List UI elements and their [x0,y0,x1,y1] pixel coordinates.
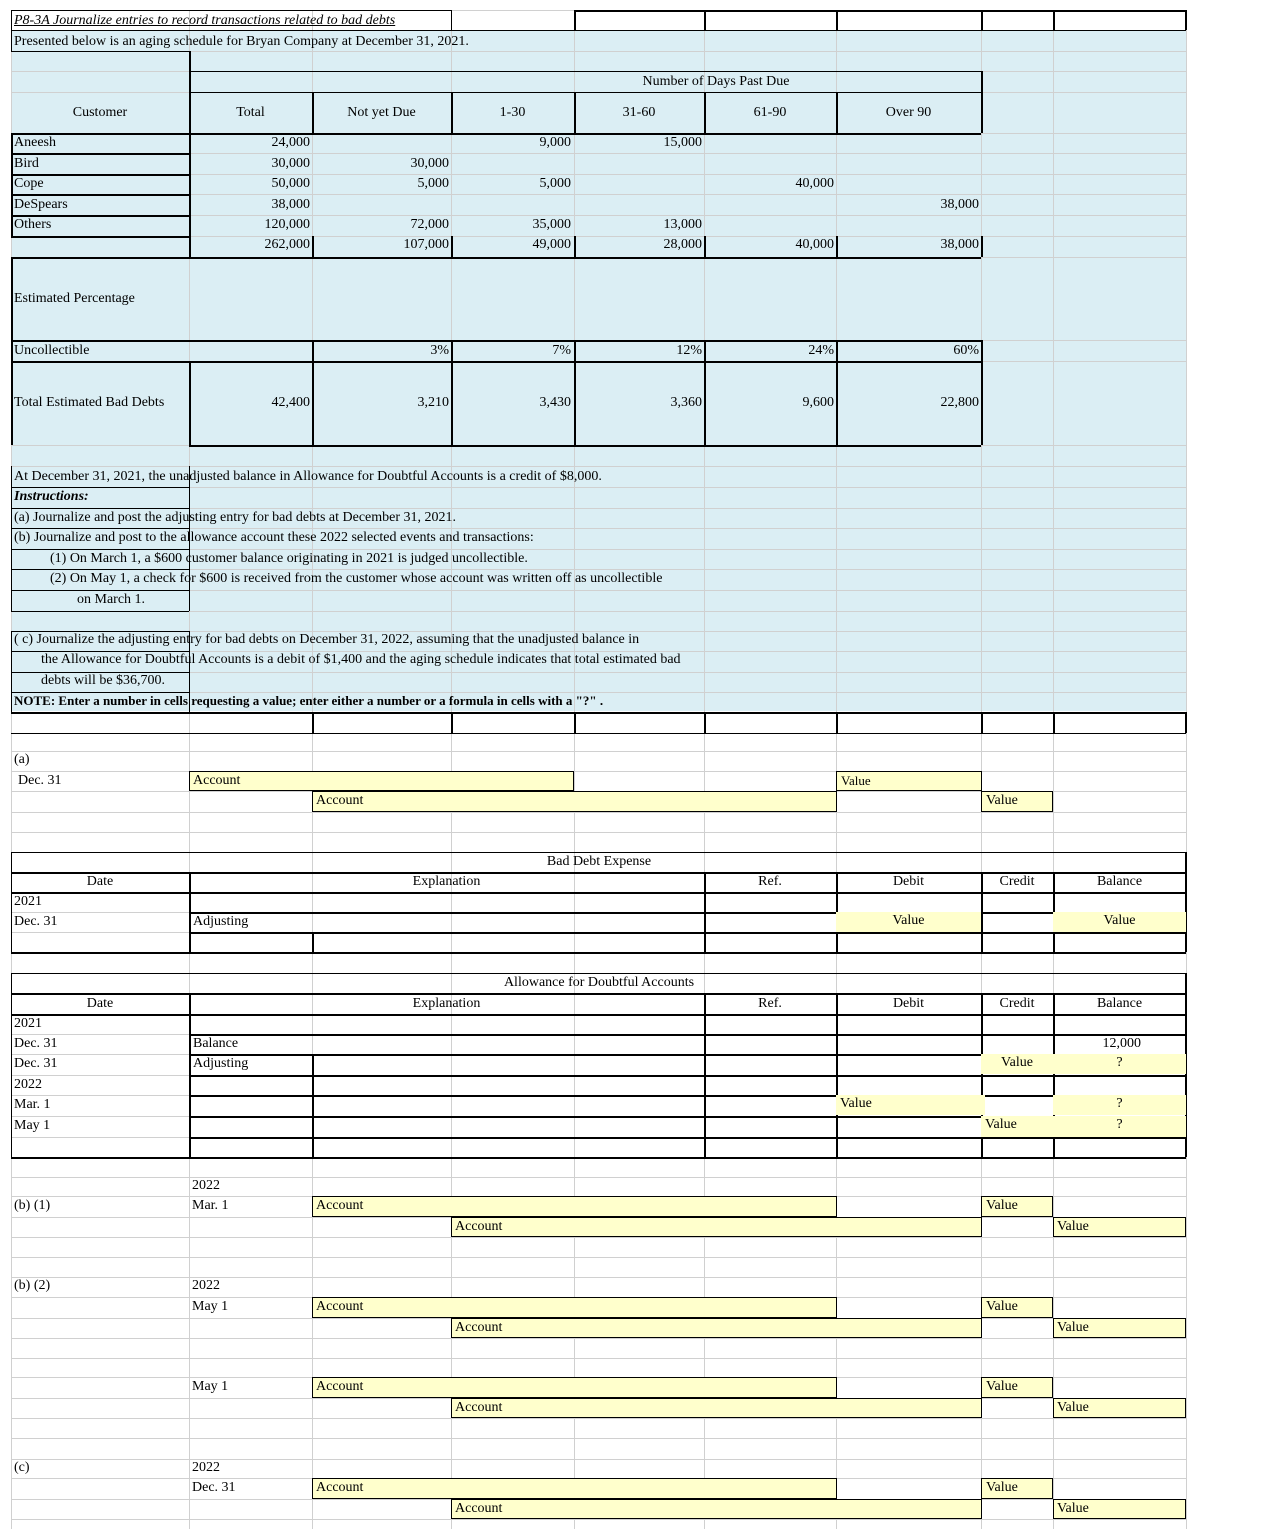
debit-value-input[interactable]: Value [836,771,982,791]
debit-account-input[interactable]: Account [312,1196,837,1217]
entry-label: (b) (1) [14,1198,51,1213]
grid-line [11,51,189,52]
grid-line [11,1014,1186,1016]
problem-title: P8-3A Journalize entries to record transactions related to bad debts [14,13,396,28]
ledger-date: Mar. 1 [14,1097,51,1112]
bad-debts-61-90: 9,600 [802,395,834,410]
credit-value-input[interactable]: Value [981,1054,1053,1074]
entry-year: 2022 [192,1178,220,1193]
debit-value-input[interactable]: Value [981,1196,1053,1217]
cell-total: 50,000 [271,176,310,191]
cell-over-90: 38,000 [940,197,979,212]
ledger-date: Dec. 31 [14,1056,58,1071]
total-over-90: 38,000 [940,237,979,252]
entry-date: May 1 [192,1299,229,1314]
total-not-yet-due: 107,000 [403,237,449,252]
ledger-explanation: Adjusting [193,1056,249,1071]
instruction-c: ( c) Journalize the adjusting entry for bad debts on December 31, 2022, assuming that the unadjusted balance in [14,632,640,647]
ledger-balance: 12,000 [1102,1036,1141,1051]
bad-debts-1-30: 3,430 [539,395,571,410]
grid-line [574,10,1186,12]
balance-value-input[interactable]: Value [1053,912,1186,932]
debit-account-input[interactable]: Account [312,1478,837,1499]
ledger-explanation: Adjusting [193,914,249,929]
grid-line [11,852,12,952]
grid-line [11,1519,1186,1520]
grid-line [704,10,706,30]
entry-year: 2022 [192,1278,220,1293]
cell-not-yet-due: 5,000 [417,176,449,191]
total-total: 262,000 [264,237,310,252]
cell-total: 30,000 [271,156,310,171]
instruction-b: (b) Journalize and post to the allowance account these 2022 selected events and transactions: [14,530,534,545]
ledger-date: May 1 [14,1118,51,1133]
bad-debts-over-90: 22,800 [940,395,979,410]
grid-line [312,712,314,733]
cell-31-60: 13,000 [663,217,702,232]
estimated-percentage-label: Estimated Percentage [14,291,135,306]
grid-line [981,361,983,445]
grid-line [189,1034,1186,1036]
credit-value-input[interactable]: Value [981,1116,1057,1137]
grid-line [11,466,1186,467]
debit-value-input[interactable]: Value [981,1478,1053,1499]
entry-date: Dec. 31 [192,1480,236,1495]
entry-date: Dec. 31 [18,773,62,788]
grid-line [11,1237,1186,1238]
header-explanation: Explanation [412,996,481,1011]
header-credit: Credit [999,996,1035,1011]
grid-line [11,771,1186,772]
bad-debts-31-60: 3,360 [670,395,702,410]
grid-line [981,712,983,733]
grid-line [189,912,1186,914]
balance-formula-input[interactable]: ? [1053,1054,1186,1074]
grid-line [11,712,189,714]
header-balance: Balance [1096,996,1143,1011]
header-ref: Ref. [758,874,782,889]
entry-date: May 1 [192,1379,229,1394]
grid-line [11,30,1186,31]
grid-line [11,1338,1186,1339]
ledger-title: Allowance for Doubtful Accounts [503,975,695,990]
debit-account-input[interactable]: Account [312,1297,837,1318]
grid-line [189,445,981,447]
cell-total: 24,000 [271,135,310,150]
customer-name: Bird [14,156,39,171]
cell-61-90: 40,000 [795,176,834,191]
customer-name: Aneesh [14,135,56,150]
grid-line [11,257,13,361]
grid-line [836,10,838,30]
header-date: Date [86,996,114,1011]
ledger-explanation: Balance [193,1036,239,1051]
cell-not-yet-due: 72,000 [410,217,449,232]
col-over-90: Over 90 [885,105,932,120]
uncollectible-label: Uncollectible [14,343,90,358]
instructions-label: Instructions: [14,489,89,504]
pct-not-yet-due: 3% [430,343,449,358]
cell-total: 38,000 [271,197,310,212]
ledger-year: 2021 [14,894,42,909]
instruction-b2-cont: on March 1. [77,592,146,607]
grid-line [11,10,451,11]
instruction-c-cont2: debts will be $36,700. [41,673,166,688]
entry-year: 2022 [192,1460,220,1475]
days-past-due-header: Number of Days Past Due [642,74,790,89]
col-customer: Customer [72,105,128,120]
grid-line [189,1137,1186,1139]
grid-line [11,751,1186,752]
debit-value-input[interactable]: Value [836,1095,985,1115]
cell-1-30: 9,000 [539,135,571,150]
col-61-90: 61-90 [753,105,787,120]
col-not-yet-due: Not yet Due [347,105,416,120]
grid-line [312,1054,314,1157]
pct-61-90: 24% [808,343,834,358]
grid-line [11,1157,1186,1159]
debit-value-input[interactable]: Value [836,912,981,932]
col-1-30: 1-30 [499,105,526,120]
credit-account-input[interactable]: Account [451,1217,982,1237]
entry-label: (a) [14,752,30,767]
total-61-90: 40,000 [795,237,834,252]
grid-line [11,466,12,611]
grid-line [11,361,13,445]
ledger-date: Dec. 31 [14,914,58,929]
credit-account-input[interactable]: Account [451,1398,982,1418]
grid-line [1053,10,1054,1529]
credit-account-input[interactable]: Account [312,791,837,812]
balance-formula-input[interactable]: ? [1053,1116,1186,1137]
grid-line [981,236,983,257]
header-ref: Ref. [758,996,782,1011]
credit-value-input[interactable]: Value [1053,1217,1186,1237]
grid-line [1053,712,1055,733]
debit-account-input[interactable]: Account [189,771,574,791]
instruction-b2: (2) On May 1, a check for $600 is received from the customer whose account was written off as uncollectible [50,571,663,586]
grid-line [11,1177,1186,1178]
instruction-a: (a) Journalize and post the adjusting entry for bad debts at December 31, 2021. [14,510,457,525]
header-debit: Debit [892,874,925,889]
grid-line [189,71,981,72]
header-balance: Balance [1096,874,1143,889]
col-31-60: 31-60 [622,105,656,120]
grid-line [1186,10,1187,1529]
grid-line [11,952,1186,954]
grid-line [11,1418,1186,1419]
grid-line [11,133,13,236]
grid-line [11,257,189,259]
grid-line [189,257,981,259]
header-explanation: Explanation [412,874,481,889]
grid-line [312,932,314,952]
instruction-c-cont: the Allowance for Doubtful Accounts is a debit of $1,400 and the aging schedule indicates that total estimated bad [41,652,681,667]
debit-value-input[interactable]: Value [981,1377,1053,1398]
grid-line [1053,10,1055,30]
grid-line [451,712,453,733]
grid-line [451,10,452,30]
pct-31-60: 12% [676,343,702,358]
credit-value-input[interactable]: Value [981,791,1053,812]
cell-not-yet-due: 30,000 [410,156,449,171]
grid-line [11,631,12,712]
cell-1-30: 35,000 [532,217,571,232]
problem-intro: Presented below is an aging schedule for Bryan Company at December 31, 2021. [14,34,469,49]
grid-line [189,1075,1186,1077]
grid-line [981,10,983,30]
pct-over-90: 60% [953,343,979,358]
total-31-60: 28,000 [663,237,702,252]
grid-line [11,812,1186,813]
cell-1-30: 5,000 [539,176,571,191]
entry-date: Mar. 1 [192,1198,229,1213]
grid-line [981,340,983,361]
balance-note: At December 31, 2021, the unadjusted balance in Allowance for Doubtful Accounts is a credit of $8,000. [14,469,602,484]
grid-line [11,1277,1186,1278]
header-date: Date [86,874,114,889]
grid-line [836,712,838,733]
grid-line [11,236,189,238]
cell-total: 120,000 [264,217,310,232]
grid-line [11,892,1186,894]
grid-line [11,1459,1186,1460]
debit-value-input[interactable]: Value [981,1297,1053,1318]
grid-line [189,1095,1186,1097]
grid-line [11,1358,1186,1359]
credit-value-input[interactable]: Value [1053,1499,1186,1519]
grid-line [189,932,1186,934]
customer-name: DeSpears [14,197,68,212]
header-debit: Debit [892,996,925,1011]
grid-line [189,712,1186,714]
ledger-year: 2021 [14,1016,42,1031]
grid-line [574,712,576,733]
grid-line [1185,852,1187,952]
cell-31-60: 15,000 [663,135,702,150]
entry-label: (c) [14,1460,30,1475]
grid-line [1185,712,1187,733]
instruction-b1: (1) On March 1, a $600 customer balance originating in 2021 is judged uncollectible. [50,551,528,566]
grid-line [11,611,189,612]
note: NOTE: Enter a number in cells requesting a value; enter either a number or a formula in cells with a "?" . [14,693,604,708]
col-total: Total [236,105,265,120]
grid-line [981,71,983,133]
balance-formula-input[interactable]: ? [1053,1095,1186,1115]
debit-account-input[interactable]: Account [312,1377,837,1398]
total-1-30: 49,000 [532,237,571,252]
bad-debts-label: Total Estimated Bad Debts [14,395,165,410]
entry-label: (b) (2) [14,1278,51,1293]
grid-line [1185,10,1187,30]
credit-account-input[interactable]: Account [451,1499,982,1519]
credit-value-input[interactable]: Value [1053,1318,1186,1338]
ledger-date: Dec. 31 [14,1036,58,1051]
grid-line [704,712,706,733]
grid-line [11,832,1186,833]
ledger-year: 2022 [14,1077,42,1092]
grid-line [11,733,1186,734]
customer-name: Others [14,217,52,232]
bad-debts-total: 42,400 [271,395,310,410]
customer-name: Cope [14,176,44,191]
credit-account-input[interactable]: Account [451,1318,982,1338]
ledger-title: Bad Debt Expense [546,854,652,869]
grid-line [11,1257,1186,1258]
pct-1-30: 7% [552,343,571,358]
header-credit: Credit [999,874,1035,889]
credit-value-input[interactable]: Value [1053,1398,1186,1418]
bad-debts-not-yet-due: 3,210 [417,395,449,410]
grid-line [11,1438,1186,1439]
grid-line [189,92,981,93]
grid-line [574,10,576,30]
